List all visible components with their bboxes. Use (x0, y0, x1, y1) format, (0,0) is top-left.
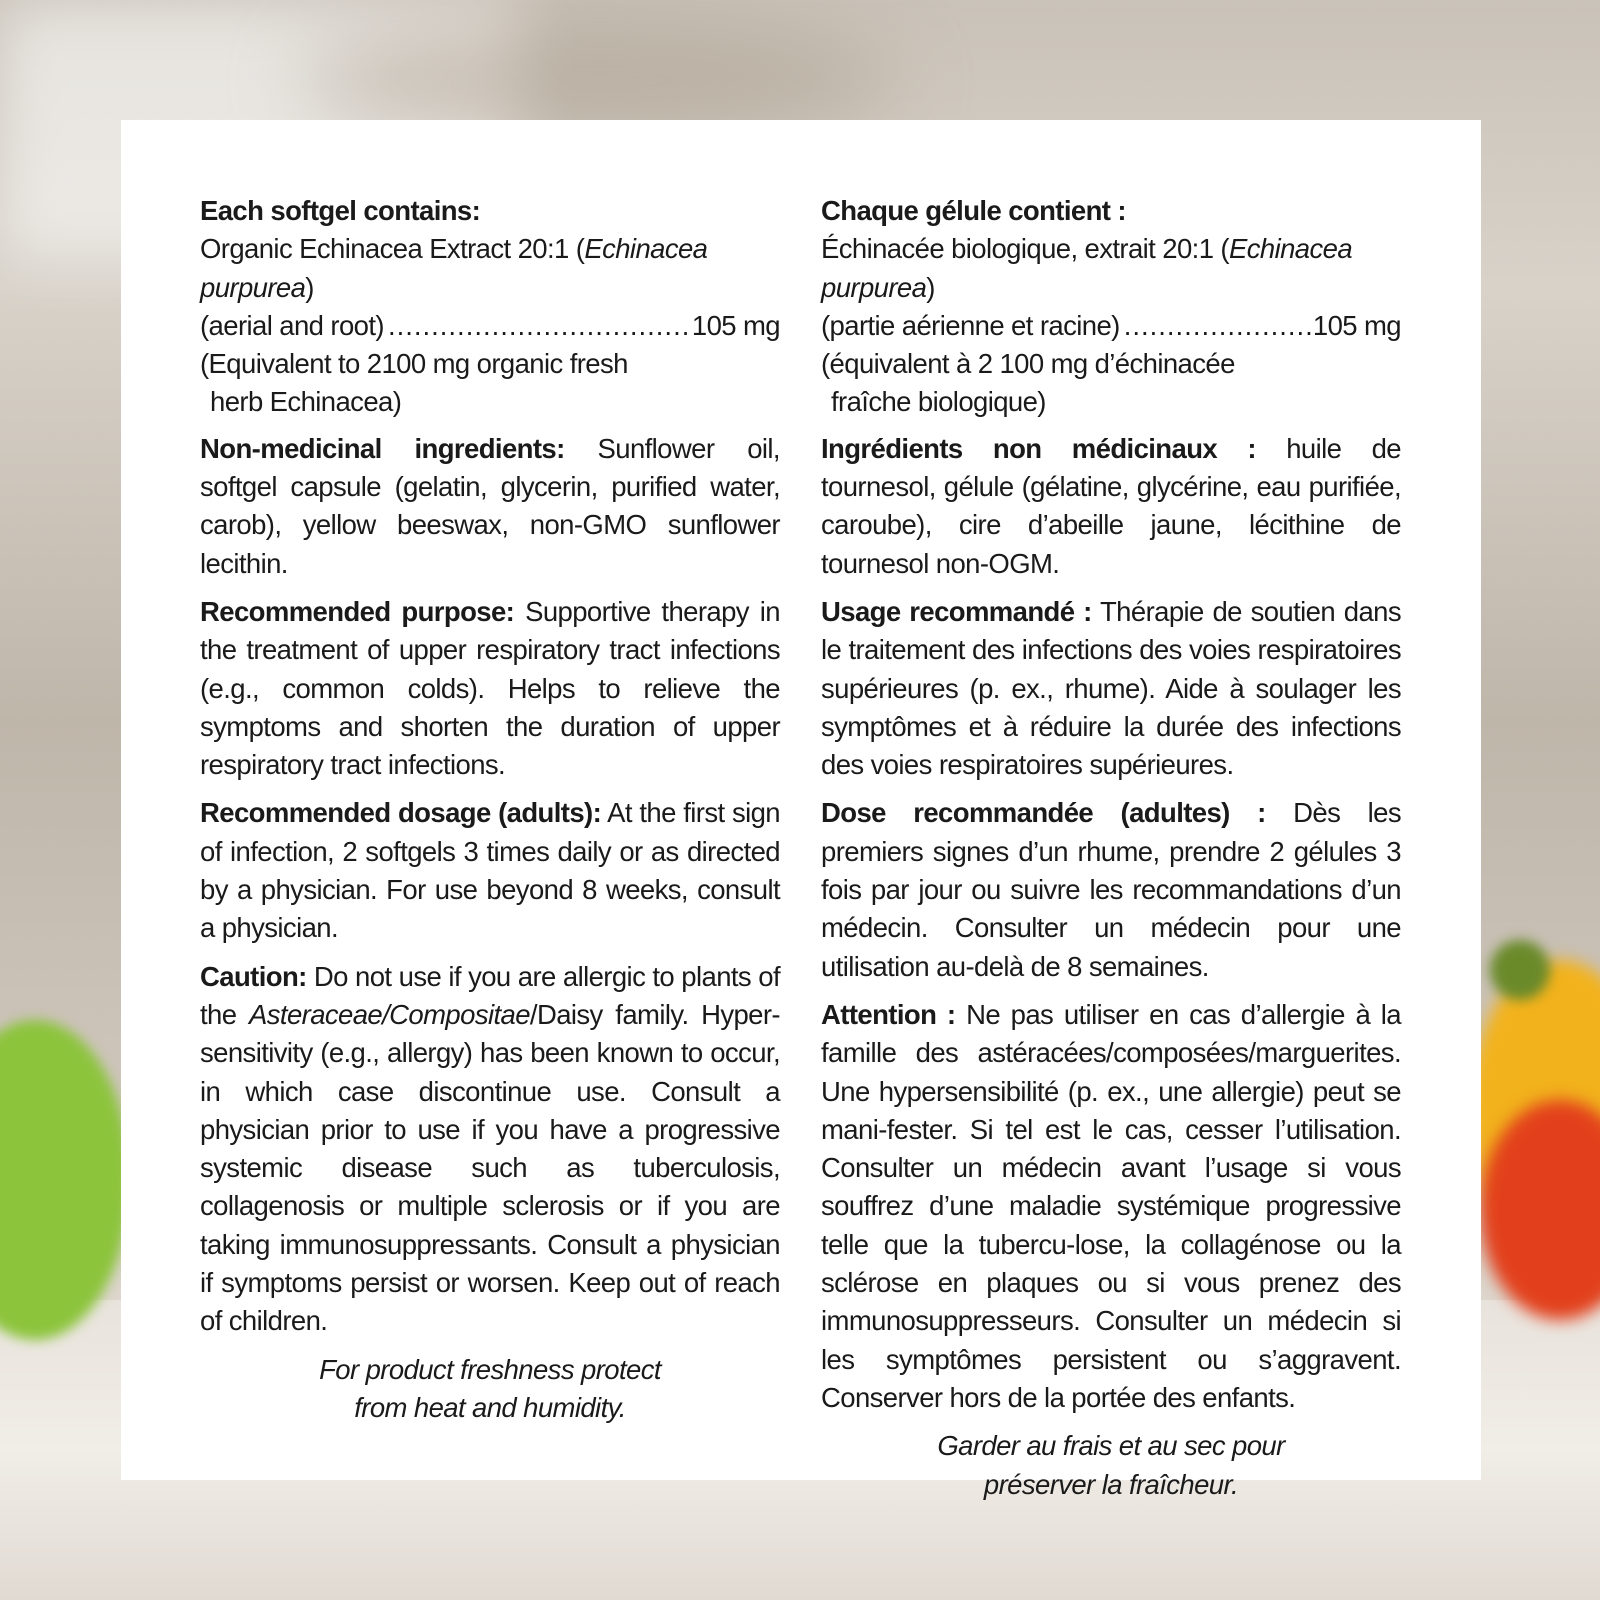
section-text: Thérapie de soutien dans le traitement des infections des voies respiratoires supérieures (p. ex., rhume). Aide à soulager les symptômes et à réduire la durée des infections des voies respiratoires supérieures. (821, 595, 1402, 781)
section-label: Dose recommandée (adultes) : (821, 797, 1266, 829)
caution-section (200, 958, 780, 1341)
extract-line-1 (200, 230, 780, 268)
storage-note (200, 1351, 780, 1428)
extract-line-2 (200, 269, 780, 307)
amount-line (200, 307, 780, 345)
extract-text: ) (926, 271, 935, 303)
latin-name: purpurea (200, 271, 306, 303)
storage-line-2: from heat and humidity. (354, 1391, 626, 1423)
dosage-section (821, 794, 1401, 985)
background-green-stem (1490, 940, 1550, 1000)
section-label: Recommended dosage (adults): (200, 797, 602, 829)
latin-name: Echinacea purpurea (821, 233, 1353, 303)
contains-title: Chaque gélule contient : (821, 195, 1126, 226)
label-card (121, 120, 1481, 1500)
amount-value: 105 mg (691, 309, 780, 341)
amount-line (821, 307, 1401, 345)
section-text: Do not use if you are allergic to plants of the (200, 960, 780, 1030)
dot-leader (1120, 307, 1313, 345)
equivalent-line-1: (Equivalent to 2100 mg organic fresh (200, 348, 628, 380)
background-apple (0, 1020, 130, 1340)
section-label: Caution: (200, 960, 307, 992)
storage-note (821, 1427, 1401, 1504)
latin-name: Echinacea (584, 233, 708, 265)
section-text: Sunflower oil, softgel capsule (gelatin, glycerin, purified water, carob), yellow beeswax, non-GMO sunflower lecithin. (200, 432, 780, 579)
purpose-section (200, 593, 780, 784)
non-medicinal-section (821, 430, 1401, 583)
part-label: (partie aérienne et racine) (821, 309, 1120, 341)
section-text: Dès les premiers signes d’un rhume, prendre 2 gélules 3 fois par jour ou suivre les recommandations d’un médecin. Consulter un médecin pour une utilisation au-delà de 8 semaines. (821, 797, 1402, 982)
storage-line-1: For product freshness protect (319, 1353, 661, 1385)
section-label: Recommended purpose: (200, 595, 515, 627)
section-label: Usage recommandé : (821, 595, 1092, 627)
section-label: Ingrédients non médicinaux : (821, 432, 1256, 464)
caution-section (821, 996, 1401, 1417)
extract-text: Organic Echinacea Extract 20:1 ( (200, 233, 585, 265)
latin-family-name: Asteraceae/Compositae (249, 998, 530, 1030)
section-text: Ne pas utiliser en cas d’allergie à la famille des astéracées/composées/marguerites. Une hypersensibilité (p. ex., une allergie) peut se mani-fester. Si tel est le cas, cesser l’utilisation. Consulter un médecin avant l’usage si vous souffrez d’une maladie systémique progressive telle que la tubercu-lose, la collagénose ou la sclérose en plaques ou si vous prenez des immunosuppresseurs. Consulter un médecin si les symptômes persistent ou s’aggravent. Conserver hors de la portée des enfants. (821, 998, 1401, 1413)
storage-line-2: préserver la fraîcheur. (983, 1468, 1239, 1500)
english-column (200, 192, 780, 1427)
purpose-section (821, 593, 1401, 784)
extract-text: Échinacée biologique, extrait 20:1 ( (821, 233, 1229, 265)
equivalent-line-2: herb Echinacea) (210, 386, 402, 418)
section-text: /Daisy family. Hyper-sensitivity (e.g., allergy) has been known to occur, in which case discontinue use. Consult a physician prior to use if you have a progressive systemic disease such as tuberculosis, collagenosis or multiple sclerosis or if you are taking immunosuppressants. Consult a physician if symptoms persist or worsen. Keep out of reach of children. (200, 998, 780, 1337)
section-text: huile de tournesol, gélule (gélatine, glycérine, eau purifiée, caroube), cire d’abeille jaune, lécithine de tournesol non-OGM. (821, 432, 1401, 579)
amount-value: 105 mg (1312, 309, 1401, 341)
section-text: At the first sign of infection, 2 softgels 3 times daily or as directed by a physician. For use beyond 8 weeks, consult a physician. (200, 797, 780, 944)
ingredients-section (200, 192, 780, 422)
dot-leader (384, 307, 692, 345)
dosage-section (200, 794, 780, 947)
section-label: Non-medicinal ingredients: (200, 432, 565, 464)
extract-line-1 (821, 230, 1401, 307)
storage-line-1: Garder au frais et au sec pour (937, 1430, 1285, 1462)
non-medicinal-section (200, 430, 780, 583)
part-label: (aerial and root) (200, 309, 384, 341)
section-text: Supportive therapy in the treatment of upper respiratory tract infections (e.g., common colds). Helps to relieve the symptoms and shorten the duration of upper respiratory tract infections. (200, 595, 780, 781)
contains-title: Each softgel contains: (200, 195, 481, 226)
section-label: Attention : (821, 998, 956, 1030)
ingredients-section (821, 192, 1401, 422)
french-column (821, 192, 1401, 1504)
equivalent-line-2: fraîche biologique) (831, 386, 1046, 418)
equivalent-line-1: (équivalent à 2 100 mg d’échinacée (821, 348, 1235, 380)
extract-text: ) (305, 271, 314, 303)
